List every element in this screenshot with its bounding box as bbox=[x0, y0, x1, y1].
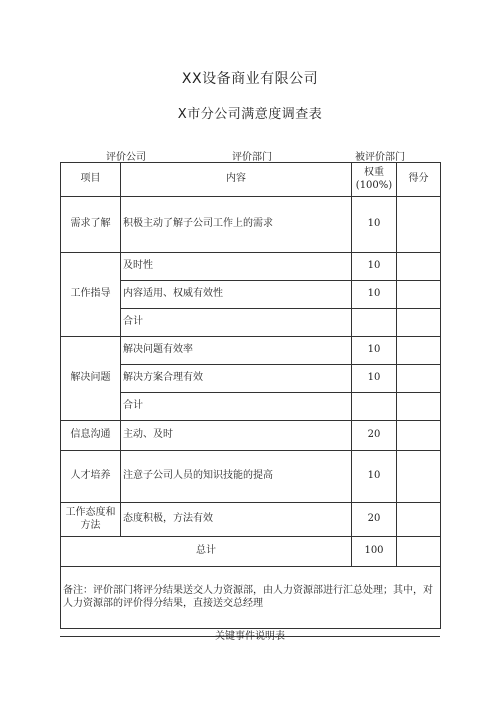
score-comm[interactable] bbox=[397, 421, 441, 451]
score-attitude[interactable] bbox=[397, 503, 441, 537]
content-guide-2: 内容适用、权威有效性 bbox=[121, 281, 352, 309]
header-content: 内容 bbox=[121, 163, 352, 197]
header-item: 项目 bbox=[61, 163, 121, 197]
remark-text: 备注：评价部门将评分结果送交人力资源部，由人力资源部进行汇总处理；其中，对人力资源部的评价得分结果，直接送交总经理 bbox=[61, 567, 441, 629]
content-solve-3: 合计 bbox=[121, 393, 352, 421]
table-row bbox=[61, 421, 441, 451]
content-attitude: 态度积极，方法有效 bbox=[121, 503, 352, 537]
header-weight-pct: (100%) bbox=[355, 179, 393, 191]
total-score[interactable] bbox=[397, 537, 441, 567]
score-guide-3[interactable] bbox=[397, 309, 441, 337]
content-solve-2: 解决方案合理有效 bbox=[121, 365, 352, 393]
survey-table bbox=[60, 162, 441, 629]
item-need: 需求了解 bbox=[61, 197, 121, 253]
table-header-row bbox=[61, 163, 441, 197]
score-talent[interactable] bbox=[397, 451, 441, 503]
weight-solve-3 bbox=[352, 393, 397, 421]
score-solve-3[interactable] bbox=[397, 393, 441, 421]
table-row bbox=[61, 337, 441, 365]
content-need: 积极主动了解子公司工作上的需求 bbox=[121, 197, 352, 253]
score-guide-1[interactable] bbox=[397, 253, 441, 281]
weight-attitude: 20 bbox=[352, 503, 397, 537]
eval-company-label: 评价公司 bbox=[106, 152, 146, 163]
item-attitude: 工作态度和方法 bbox=[61, 503, 121, 537]
score-solve-1[interactable] bbox=[397, 337, 441, 365]
weight-guide-2: 10 bbox=[352, 281, 397, 309]
footer-title: 关键事件说明表 bbox=[215, 631, 285, 642]
document-subtitle: X市分公司满意度调查表 bbox=[177, 107, 323, 122]
eval-dept-label: 评价部门 bbox=[232, 152, 272, 163]
weight-solve-2: 10 bbox=[352, 365, 397, 393]
item-talent: 人才培养 bbox=[61, 451, 121, 503]
evaluated-dept-label: 被评价部门 bbox=[355, 152, 405, 163]
total-label: 总计 bbox=[61, 537, 352, 567]
content-guide-1: 及时性 bbox=[121, 253, 352, 281]
total-row bbox=[61, 537, 441, 567]
table-row bbox=[61, 451, 441, 503]
header-weight-label: 权重 bbox=[364, 167, 384, 178]
header-score: 得分 bbox=[397, 163, 441, 197]
table-row bbox=[61, 253, 441, 281]
score-need[interactable] bbox=[397, 197, 441, 253]
item-guide: 工作指导 bbox=[61, 253, 121, 337]
table-row bbox=[61, 503, 441, 537]
weight-talent: 10 bbox=[352, 451, 397, 503]
item-comm: 信息沟通 bbox=[61, 421, 121, 451]
content-talent: 注意子公司人员的知识技能的提高 bbox=[121, 451, 352, 503]
content-comm: 主动、及时 bbox=[121, 421, 352, 451]
document-title: XX设备商业有限公司 bbox=[181, 71, 319, 87]
content-solve-1: 解决问题有效率 bbox=[121, 337, 352, 365]
score-solve-2[interactable] bbox=[397, 365, 441, 393]
weight-comm: 20 bbox=[352, 421, 397, 451]
score-guide-2[interactable] bbox=[397, 281, 441, 309]
header-weight bbox=[352, 163, 397, 197]
weight-guide-3 bbox=[352, 309, 397, 337]
item-solve: 解决问题 bbox=[61, 337, 121, 421]
weight-solve-1: 10 bbox=[352, 337, 397, 365]
weight-need: 10 bbox=[352, 197, 397, 253]
table-row bbox=[61, 197, 441, 253]
weight-guide-1: 10 bbox=[352, 253, 397, 281]
content-guide-3: 合计 bbox=[121, 309, 352, 337]
remark-row bbox=[61, 567, 441, 629]
total-weight: 100 bbox=[352, 537, 397, 567]
